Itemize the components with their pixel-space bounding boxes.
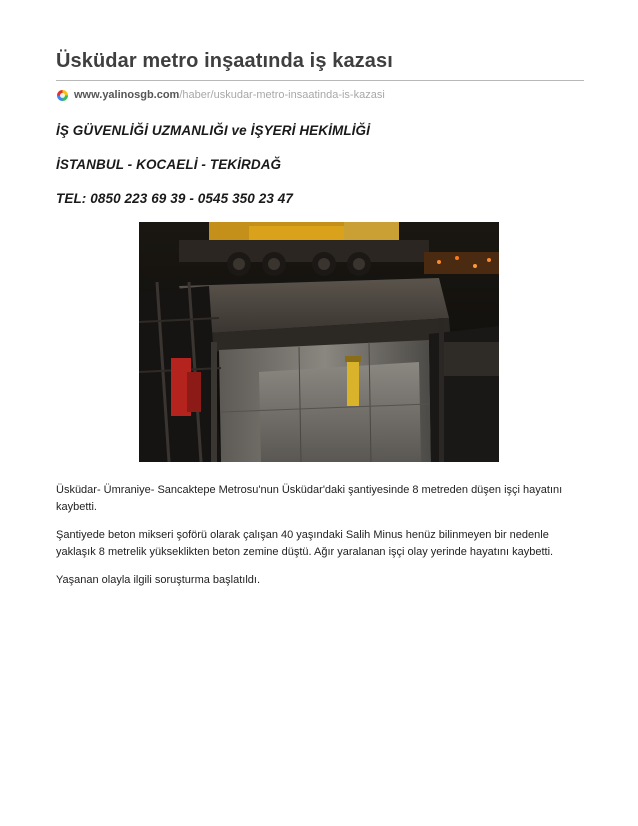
heading-phone: TEL: 0850 223 69 39 - 0545 350 23 47 <box>56 191 294 206</box>
paragraph: Şantiyede beton mikseri şoförü olarak çalışan 40 yaşındaki Salih Minus henüz bilinmeyen bir nedenle yaklaşık 8 metrelik yükseklikten beton zemine düştü. Ağır yaralanan işçi olay yerinde hayatını kaybetti. <box>56 529 554 558</box>
source-path[interactable]: /haber/uskudar-metro-insaatinda-is-kazasi <box>179 89 385 101</box>
paragraph: Üsküdar- Ümraniye- Sancaktepe Metrosu'nun Üsküdar'daki şantiyesinde 8 metreden düşen işçi hayatını kaybetti. <box>56 484 563 513</box>
source-domain[interactable]: www.yalinosgb.com <box>74 89 180 101</box>
construction-site-photo <box>139 222 499 462</box>
heading-services: İŞ GÜVENLİĞİ UZMANLIĞI ve İŞYERİ HEKİMLİĞİ <box>56 123 370 138</box>
paragraph: Yaşanan olayla ilgili soruşturma başlatıldı. <box>56 574 261 586</box>
title-divider <box>56 80 584 81</box>
page-title: Üsküdar metro inşaatında iş kazası <box>56 50 393 72</box>
site-favicon-icon <box>57 90 68 101</box>
heading-locations: İSTANBUL - KOCAELİ - TEKİRDAĞ <box>56 157 282 172</box>
source-link[interactable] <box>56 88 584 102</box>
article-header <box>56 48 584 208</box>
article-body <box>56 482 584 600</box>
